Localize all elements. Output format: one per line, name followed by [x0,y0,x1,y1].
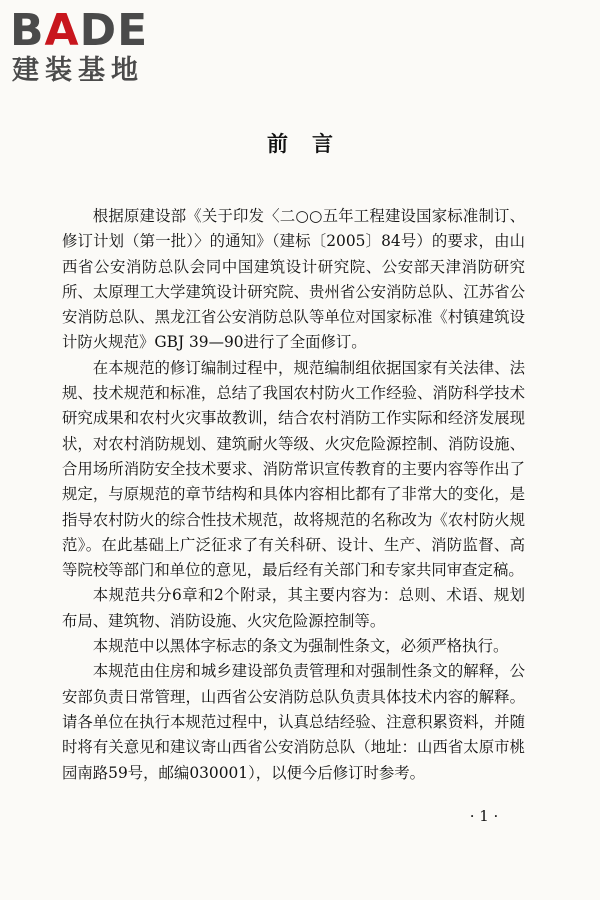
bade-logo [10,5,175,88]
page-title: 前言 [267,132,357,156]
logo-letter-b: B [10,5,45,56]
document-body [62,204,525,786]
logo-letter-de: DE [79,5,149,56]
logo-top-text [10,5,149,56]
paragraph-4: 本规范中以黑体字标志的条文为强制性条文，必须严格执行。 [92,637,509,656]
paragraph-5: 本规范由住房和城乡建设部负责管理和对强制性条文的解释，公安部负责日常管理，山西省公安消防总队负责具体技术内容的解释。请各单位在执行本规范过程中，认真总结经验、注意积累资料，并随时将有关意见和建议寄山西省公安消防总队（地址：山西省太原市桃园南路59号，邮编030001），以便今后修订时参考。 [62,662,525,782]
paragraph-1: 根据原建设部《关于印发〈二○○五年工程建设国家标准制订、修订计划（第一批）〉的通知》（建标〔2005〕84号）的要求，由山西省公安消防总队会同中国建筑设计研究院、公安部天津消防研究所、太原理工大学建筑设计研究院、贵州省公安消防总队、江苏省公安消防总队、黑龙江省公安消防总队等单位对国家标准《村镇建筑设计防火规范》GBJ 39—90进行了全面修订。 [62,207,525,352]
paragraph-3: 本规范共分6章和2个附录，其主要内容为：总则、术语、规划布局、建筑物、消防设施、火灾危险源控制等。 [62,586,525,630]
page-number: · 1 · [469,807,499,825]
paragraph-2: 在本规范的修订编制过程中，规范编制组依据国家有关法律、法规、技术规范和标准，总结了我国农村防火工作经验、消防科学技术研究成果和农村火灾事故教训，结合农村消防工作实际和经济发展现状，对农村消防规划、建筑耐火等级、火灾危险源控制、消防设施、合用场所消防安全技术要求、消防常识宣传教育的主要内容等作出了规定，与原规范的章节结构和具体内容相比都有了非常大的变化，是指导农村防火的综合性技术规范，故将规范的名称改为《农村防火规范》。在此基础上广泛征求了有关科研、设计、生产、消防监督、高等院校等部门和单位的意见，最后经有关部门和专家共同审查定稿。 [62,358,525,580]
logo-letter-a: A [44,5,80,56]
logo-bottom-text: 建装基地 [12,55,144,86]
